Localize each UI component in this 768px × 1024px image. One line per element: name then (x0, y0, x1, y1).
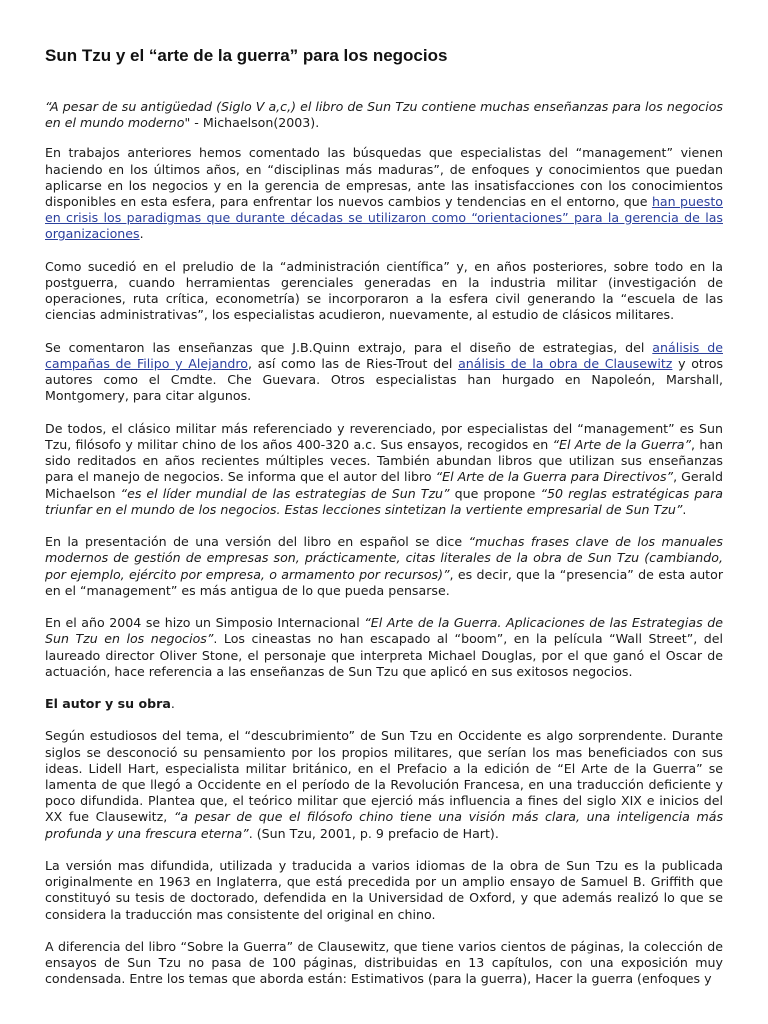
paragraph-text: que propone (449, 485, 541, 501)
paragraph-7 (45, 728, 723, 841)
epigraph (45, 99, 723, 131)
paragraph-text: . (682, 501, 687, 517)
italic-quote: “50 reglas estratégicas para triunfar en el mundo de los negocios. Estas lecciones sintetizan la vertiente empresarial de Sun Tzu” (45, 485, 723, 517)
paragraph-text: . Los cineastas no han escapado al “boom”, en la película “Wall Street”, del laureado director Oliver Stone, el personaje que interpreta Michael Douglas, por el que ganó el Oscar de actuación, hace referencia a las enseñanzas de Sun Tzu que aplicó en sus exitosos negocios. (45, 631, 723, 679)
book-title-quote: “El Arte de la Guerra para Directivos” (435, 469, 674, 485)
link-clausewitz[interactable]: análisis de la obra de Clausewitz (458, 356, 673, 372)
paragraph-4 (45, 421, 723, 518)
paragraph-text: En el año 2004 se hizo un Simposio Internacional (45, 615, 365, 631)
article-title: Sun Tzu y el “arte de la guerra” para los negocios (45, 46, 448, 65)
section-heading (45, 696, 723, 712)
paragraph-2: Como sucedió en el preludio de la “administración científica” y, en años posteriores, sobre todo en la postguerra, cuando herramientas gerenciales generadas en la industria militar (investigación de operaciones, ruta crítica, econometría) se incorporaron a la esfera civil generando la “escuela de las ciencias administrativas”, los especialistas acudieron, nuevamente, al estudio de clásicos militares. (45, 258, 723, 323)
paragraph-text: y otros autores como el Cmdte. Che Guevara. Otros especialistas han hurgado en Napoleón, Marshall, Montgomery, para citar algunos. (45, 356, 724, 404)
paragraph-text: , han sido reditados en años recientes múltiples veces. También abundan libros que utilizan sus enseñanzas para el manejo de negocios. Se informa que el autor del libro (45, 437, 723, 485)
paragraph-text: . (139, 226, 144, 242)
paragraph-1 (45, 145, 723, 242)
paragraph-6 (45, 615, 723, 680)
italic-quote: “muchas frases clave de los manuales modernos de gestión de empresas son, prácticamente, citas literales de la obra de Sun Tzu (cambiando, por ejemplo, ejército por empresa, o armamento por recursos)” (45, 534, 723, 582)
paragraph-text: De todos, el clásico militar más referenciado y reverenciado, por especialistas del “management” es Sun Tzu, filósofo y militar chino de los años 400-320 a.c. Sus ensayos, recogidos en (45, 420, 723, 453)
paragraph-text: , así como las de Ries-Trout del (247, 356, 459, 372)
paragraph-text: Se comentaron las enseñanzas que J.B.Quinn extrajo, para el diseño de estrategias, del (45, 339, 653, 355)
paragraph-3 (45, 340, 723, 405)
book-title-quote: “El Arte de la Guerra” (552, 437, 692, 453)
section-heading-period: . (170, 696, 175, 712)
article-body (45, 99, 723, 1004)
paragraph-text: Según estudiosos del tema, el “descubrimiento” de Sun Tzu en Occidente es algo sorprendente. Durante siglos se desconoció su pensamiento por los propios militares, que serían los mas beneficiados con sus ideas. Lidell Hart, especialista militar británico, en el Prefacio a la edición de “El Arte de la Guerra” se lamenta de que llegó a Occidente en el período de la Revolución Francesa, en una traducción deficiente y poco difundida. Plantea que, el teórico militar que ejerció más influencia a fines del siglo XIX e inicios del XX fue Clausewitz, (45, 728, 723, 825)
section-heading-text: El autor y su obra (45, 696, 171, 712)
epigraph-attribution: - Michaelson(2003). (190, 115, 320, 131)
italic-quote: “a pesar de que el filósofo chino tiene una visión más clara, una inteligencia más profunda y una frescura eterna” (45, 809, 723, 841)
paragraph-8: La versión mas difundida, utilizada y traducida a varios idiomas de la obra de Sun Tzu es la publicada originalmente en 1963 en Inglaterra, que está precedida por un amplio ensayo de Samuel B. Griffith que constituyó su tesis de doctorado, defendida en la Universidad de Oxford, y que además realizó lo que se considera la traducción mas consistente del original en chino. (45, 858, 723, 922)
link-filipo-alejandro[interactable]: análisis de campañas de Filipo y Alejandro (45, 339, 723, 372)
italic-quote: “es el líder mundial de las estrategias de Sun Tzu” (120, 485, 450, 501)
paragraph-text: . (Sun Tzu, 2001, p. 9 prefacio de Hart). (248, 825, 499, 841)
paragraph-text: En trabajos anteriores hemos comentado las búsquedas que especialistas del “management” vienen haciendo en los últimos años, en “disciplinas más maduras”, de enfoques y conocimientos que puedan aplicarse en los negocios y en la gerencia de empresas, ante las insatisfacciones con los conocimientos disponibles en esta esfera, para enfrentar los nuevos cambios y tendencias en el entorno, que (45, 145, 723, 210)
paragraph-text: , es decir, que la “presencia” de esta autor en el “management” es más antigua de lo que pueda pensarse. (45, 566, 723, 598)
link-paradigmas[interactable]: han puesto en crisis los paradigmas que durante décadas se utilizaron como “orientaciones” para la gerencia de las organizaciones (45, 194, 723, 242)
epigraph-quote: “A pesar de su antigüedad (Siglo V a,c,) el libro de Sun Tzu contiene muchas enseñanzas para los negocios en el mundo moderno" (45, 99, 723, 131)
paragraph-9: A diferencia del libro “Sobre la Guerra” de Clausewitz, que tiene varios cientos de páginas, la colección de ensayos de Sun Tzu no pasa de 100 páginas, distribuidas en 13 capítulos, con una exposición muy condensada. Entre los temas que aborda están: Estimativos (para la guerra), Hacer la guerra (enfoques y (45, 939, 723, 987)
paragraph-text: , Gerald Michaelson (45, 469, 724, 501)
italic-quote: “El Arte de la Guerra. Aplicaciones de las Estrategias de Sun Tzu en los negocios” (45, 615, 723, 647)
paragraph-text: En la presentación de una versión del libro en español se dice (45, 534, 469, 550)
paragraph-5 (45, 534, 723, 599)
